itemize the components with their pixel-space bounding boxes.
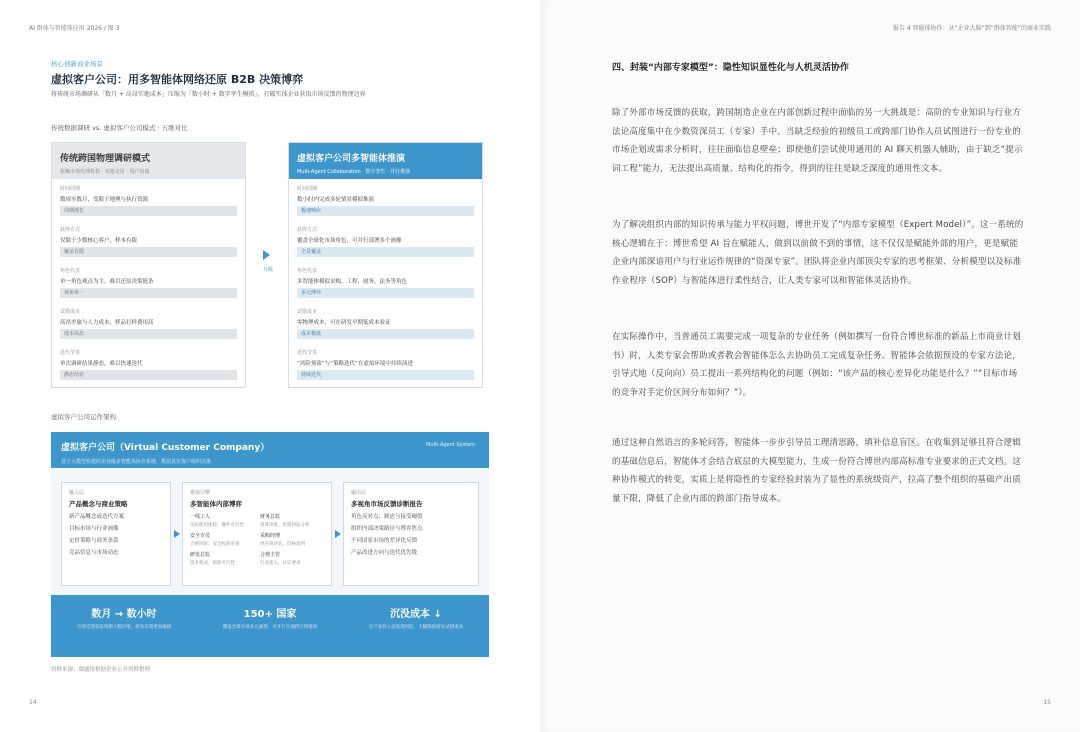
comparison-item bbox=[60, 267, 237, 308]
list-item: 定价策略与商务条款 bbox=[69, 538, 119, 544]
comparison-item bbox=[60, 185, 237, 226]
column-label: 推演引擎 bbox=[190, 490, 211, 496]
role-name: 合规主管 bbox=[260, 552, 281, 558]
item-tag: 视角单一 bbox=[60, 288, 237, 298]
stat-desc: 覆盖全球市场多元画像，可并行开展跨区域推演 bbox=[222, 625, 318, 630]
card-subtitle: 依赖市场代理机构 · 实地走访 · 用户访谈 bbox=[60, 169, 150, 175]
item-tag: 全景覆盖 bbox=[297, 247, 474, 257]
column-title: 多智能体内部博弈 bbox=[190, 500, 242, 508]
stat-item bbox=[343, 595, 489, 657]
traditional-model-card bbox=[51, 142, 246, 388]
role-desc: 合规风险、安全标准审查 bbox=[190, 542, 240, 547]
role-item bbox=[190, 532, 254, 547]
diagram-label: 虚拟客户公司运作架构 bbox=[51, 413, 116, 421]
role-desc: 技术集成、创新可行性 bbox=[190, 561, 235, 566]
comparison-label: 传统数据调研 vs. 虚拟客户公司模式 · 五维对比 bbox=[51, 124, 188, 132]
engine-column bbox=[182, 482, 332, 586]
column-label: 输入层 bbox=[69, 490, 85, 496]
item-desc: 数周至数月，受限于地理与执行资源 bbox=[60, 197, 149, 203]
item-tag: 极速响应 bbox=[297, 206, 474, 216]
role-name: 采购经理 bbox=[260, 533, 281, 539]
comparison-item bbox=[297, 267, 474, 308]
item-tag: 静态结论 bbox=[60, 370, 237, 380]
stat-value: 数月 → 数小时 bbox=[91, 609, 157, 620]
item-desc: 高昂差旅与人力成本，样品打样费用高 bbox=[60, 320, 154, 326]
item-label: 时间周期 bbox=[60, 186, 81, 192]
item-tag: 周期漫长 bbox=[60, 206, 237, 216]
role-name: 安全专员 bbox=[190, 533, 211, 539]
item-label: 试错成本 bbox=[297, 309, 318, 315]
comparison-item bbox=[60, 226, 237, 267]
role-item bbox=[190, 513, 254, 528]
role-item bbox=[260, 551, 324, 566]
list-item: 组织内部决策路径与博弈焦点 bbox=[351, 526, 423, 532]
item-label: 角色代表 bbox=[297, 268, 318, 274]
item-tag: 成本极低 bbox=[297, 329, 474, 339]
column-title: 多视角市场反馈诊断报告 bbox=[351, 500, 423, 508]
stat-desc: 市场反馈获取周期大幅压缩，研发决策更加敏捷 bbox=[76, 625, 172, 630]
stats-bar bbox=[51, 595, 489, 657]
input-column bbox=[61, 482, 171, 586]
diagram-title: 虚拟客户公司（Virtual Customer Company） bbox=[61, 443, 270, 453]
source-note: 资料来源：课题组根据企业公开资料整理 bbox=[51, 667, 151, 673]
list-item: 新产品概念或迭代方案 bbox=[69, 514, 125, 520]
kicker: 核心创新商业场景 bbox=[51, 60, 103, 68]
body-paragraph: 除了外部市场反馈的获取，跨国制造企业在内部创新过程中面临的另一大挑战是：高阶的专业知识与行业方法论高度集中在少数资深员工（专家）手中。当缺乏经验的初级员工或跨部门协作人员试图进行一份专业的市场企划或需求分析时，往往面临信息壁垒；即使他们尝试使用通用的 AI 聊天机器人辅助，由于缺乏“提示词工程”能力，无法提出高质量、结构化的指令，得到的往往是缺乏深度的通用性文本。 bbox=[612, 108, 1023, 174]
stat-item bbox=[197, 595, 343, 657]
column-title: 产品概念与商业策略 bbox=[69, 500, 128, 508]
item-label: 时间周期 bbox=[297, 186, 318, 192]
item-label: 试错成本 bbox=[60, 309, 81, 315]
page-number: 14 bbox=[29, 699, 37, 706]
item-desc: 数小时内完成多轮情景模拟推演 bbox=[297, 197, 375, 203]
diagram-subtitle: 基于大模型构建的企业级多智能体协作系统，模拟真实客户组织决策 bbox=[61, 459, 212, 465]
page-subtitle: 将传统市场调研从「数月 + 高昂实地成本」压缩为「数小时 + 数字孪生模拟」，打破实体企业获取市场反馈的物理边界 bbox=[51, 91, 366, 98]
column-label: 输出层 bbox=[351, 490, 367, 496]
item-label: 角色代表 bbox=[60, 268, 81, 274]
list-item: 目标市场与行业画像 bbox=[69, 526, 119, 532]
card-title: 传统跨国物理调研模式 bbox=[60, 154, 151, 164]
diagram-header bbox=[51, 432, 489, 468]
running-header-left: AI 群体与智能体应用 2026 / 图 3 bbox=[29, 25, 120, 32]
comparison-item bbox=[60, 308, 237, 349]
item-label: 迭代节奏 bbox=[60, 350, 81, 356]
item-desc: 覆盖全球化市场角色，可并行部署多个画像 bbox=[297, 238, 402, 244]
item-tag: 成本高昂 bbox=[60, 329, 237, 339]
role-item bbox=[190, 551, 254, 566]
item-tag: 覆盖有限 bbox=[60, 247, 237, 257]
page-title: 虚拟客户公司：用多智能体网络还原 B2B 决策博弈 bbox=[51, 73, 304, 86]
arrow-right-icon bbox=[335, 530, 341, 538]
arrow-right-icon bbox=[263, 250, 270, 260]
role-desc: 实际使用体验、操作可行性 bbox=[190, 523, 244, 528]
item-desc: 零物理成本，可在研发早期低成本验证 bbox=[297, 320, 391, 326]
output-column bbox=[343, 482, 479, 586]
list-item: 角色反对点、顾虑与接受阈值 bbox=[351, 514, 423, 520]
body-paragraph: 为了解决组织内部的知识传承与能力平权问题，博世开发了“内部专家模型（Expert Model）”。这一系统的核心逻辑在于：博世希望 AI 旨在赋能人，做到以前做不到的事情，这不仅仅是赋能外部的用户，更是赋能企业内部深谙用户与行业运作规律的“资深专家”。团队将企业内部顶尖专家的思考框架、分析模型以及标准作业程序（SOP）与智能体进行柔性结合，让人类专家可以和智能体灵活协作。 bbox=[612, 220, 1024, 286]
role-name: 财务总监 bbox=[260, 514, 281, 520]
card-title: 虚拟客户公司多智能体推演 bbox=[297, 154, 406, 164]
item-desc: 单一角色观点为主，难以还原决策链条 bbox=[60, 279, 154, 285]
body-paragraph: 通过这种自然语言的多轮问答，智能体一步步引导员工理清思路，填补信息盲区。在收集到足够且符合逻辑的基础信息后，智能体才会结合底层的大模型能力，生成一份符合博世内部高标准专业要求的正式文档。这种协作模式的转变，实质上是将隐性的专家经验封装为了显性的系统级资产，拉高了整个组织的基础产出质量下限，降低了企业内部的跨部门指导成本。 bbox=[612, 438, 1021, 504]
arrow-label: 升级 bbox=[262, 267, 273, 273]
role-item bbox=[260, 513, 324, 528]
role-item bbox=[260, 532, 324, 547]
list-item: 竞品信息与市场动态 bbox=[69, 550, 119, 556]
comparison-item bbox=[60, 349, 237, 390]
item-desc: 仅限于少数核心客户，样本有限 bbox=[60, 238, 138, 244]
right-page bbox=[540, 0, 1080, 732]
list-item: 产品改进方向与迭代优先级 bbox=[351, 550, 418, 556]
card-header bbox=[52, 143, 245, 179]
item-desc: “风险预演”与“策略迭代”在虚拟环境中持续演进 bbox=[297, 361, 413, 367]
role-desc: 预算审批、投资回报分析 bbox=[260, 523, 310, 528]
item-label: 迭代节奏 bbox=[297, 350, 318, 356]
architecture-diagram bbox=[51, 432, 489, 657]
item-desc: 多智能体模拟采购、工程、财务、法务等角色 bbox=[297, 279, 408, 285]
card-subtitle: Multi-Agent Collaboration · 数字孪生 · 并行推演 bbox=[297, 169, 411, 175]
stat-value: 150+ 国家 bbox=[243, 609, 297, 620]
arrow-right-icon bbox=[174, 530, 180, 538]
comparison-item bbox=[297, 349, 474, 390]
item-desc: 单次调研结果静态，难以快速迭代 bbox=[60, 361, 143, 367]
comparison-item bbox=[297, 308, 474, 349]
role-desc: 供应商评估、价格谈判 bbox=[260, 542, 305, 547]
body-paragraph: 在实际操作中，当普通员工需要完成一项复杂的专业任务（例如撰写一份符合博世标准的新品上市商业计划书）时，人类专家会帮助或者教会智能体怎么去协助员工完成复杂任务。智能体会依据预设的专家方法论，引导式地（反向向）员工提出一系列结构化的问题（例如：“该产品的核心差异化功能是什么？”“目标市场的竞争对手定价区间分布如何？”）。 bbox=[612, 332, 1021, 398]
item-tag: 多元博弈 bbox=[297, 288, 474, 298]
running-header-right: 报告 4 智能体协作：从“企业大脑”到“群体智能”的商业实践 bbox=[892, 25, 1051, 32]
list-item: 不同国家市场的差异化反馈 bbox=[351, 538, 418, 544]
role-name: 一线工人 bbox=[190, 514, 211, 520]
stat-desc: 在产品投入前发现风险，大幅降低研发试错成本 bbox=[368, 625, 464, 630]
role-name: 研发总监 bbox=[190, 552, 211, 558]
card-header bbox=[289, 143, 482, 179]
diagram-tag: Multi-Agent System bbox=[426, 442, 475, 448]
stat-item bbox=[51, 595, 197, 657]
item-label: 获得方式 bbox=[297, 227, 318, 233]
role-desc: 行业准入、认证要求 bbox=[260, 561, 301, 566]
section-heading: 四、封装“内部专家模型”：隐性知识显性化与人机灵活协作 bbox=[612, 63, 849, 73]
page-number: 15 bbox=[1043, 699, 1051, 706]
stat-value: 沉没成本 ↓ bbox=[390, 609, 442, 620]
virtual-model-card bbox=[288, 142, 483, 388]
item-tag: 持续迭代 bbox=[297, 370, 474, 380]
comparison-item bbox=[297, 226, 474, 267]
comparison-item bbox=[297, 185, 474, 226]
item-label: 获得方式 bbox=[60, 227, 81, 233]
